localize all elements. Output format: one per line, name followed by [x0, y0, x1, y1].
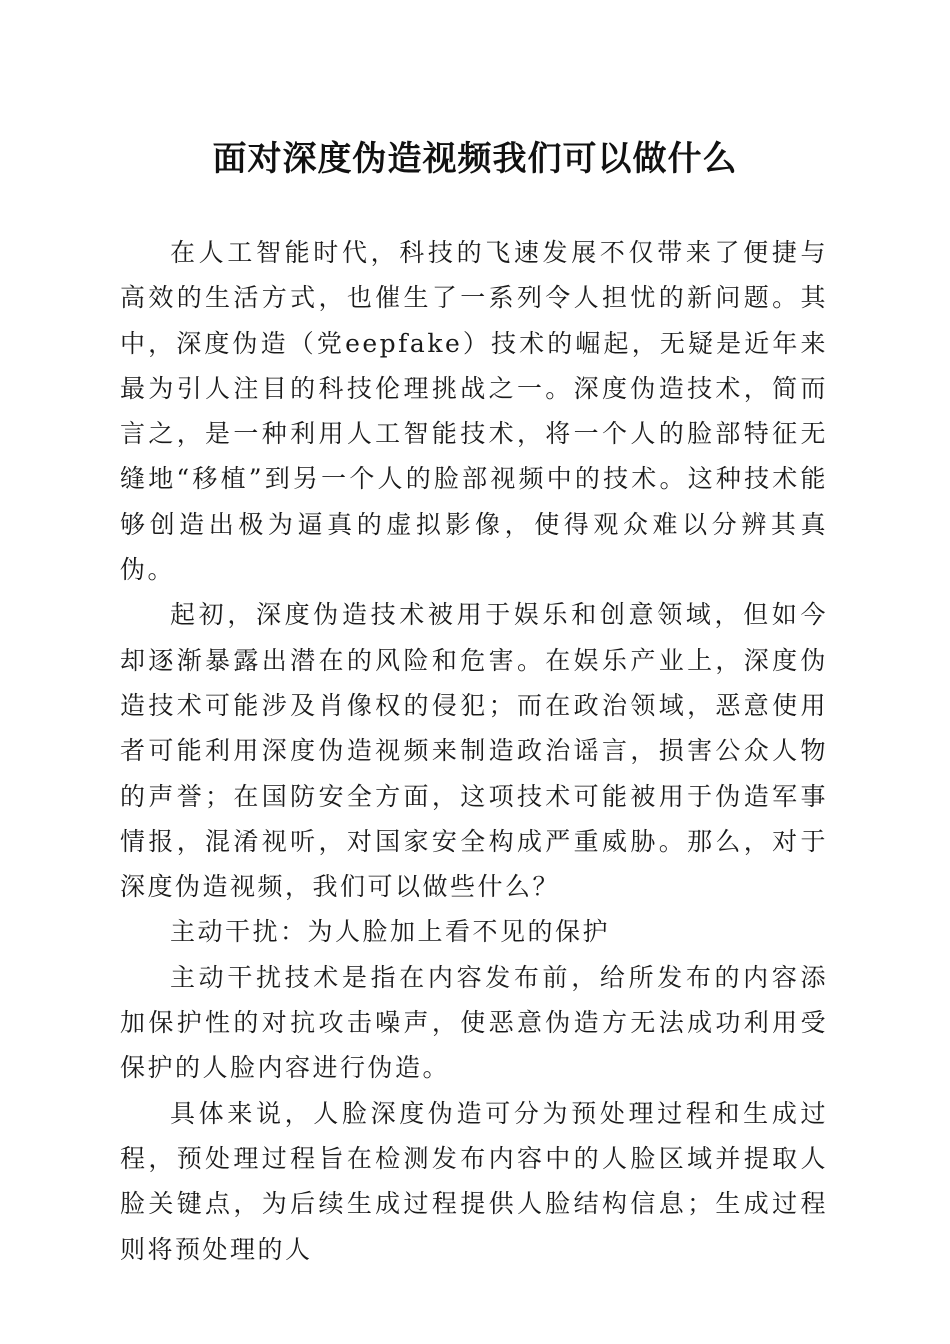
paragraph-active-interference: 主动干扰技术是指在内容发布前，给所发布的内容添加保护性的对抗攻击噪声，使恶意伪造方无法成功利用受保护的人脸内容进行伪造。 — [120, 962, 828, 1083]
document-title: 面对深度伪造视频我们可以做什么 — [212, 139, 738, 179]
section-heading-active-interference: 主动干扰：为人脸加上看不见的保护 — [170, 917, 611, 947]
paragraph-details: 具体来说，人脸深度伪造可分为预处理过程和生成过程，预处理过程旨在检测发布内容中的人脸区域并提取人脸关键点，为后续生成过程提供人脸结构信息；生成过程则将预处理的人 — [120, 1098, 828, 1264]
paragraph-intro: 在人工智能时代，科技的飞速发展不仅带来了便捷与高效的生活方式，也催生了一系列令人担忧的新问题。其中，深度伪造（党eepfake）技术的崛起，无疑是近年来最为引人注目的科技伦理挑战之一。深度伪造技术，简而言之，是一种利用人工智能技术，将一个人的脸部特征无缝地“移植”到另一个人的脸部视频中的技术。这种技术能够创造出极为逼真的虚拟影像，使得观众难以分辨其真伪。 — [120, 238, 828, 585]
document-body — [120, 230, 828, 1272]
paragraph-risks: 起初，深度伪造技术被用于娱乐和创意领域，但如今却逐渐暴露出潜在的风险和危害。在娱乐产业上，深度伪造技术可能涉及肖像权的侵犯；而在政治领域，恶意使用者可能利用深度伪造视频来制造政治谣言，损害公众人物的声誉；在国防安全方面，这项技术可能被用于伪造军事情报，混淆视听，对国家安全构成严重威胁。那么，对于深度伪造视频，我们可以做些什么？ — [120, 600, 828, 902]
